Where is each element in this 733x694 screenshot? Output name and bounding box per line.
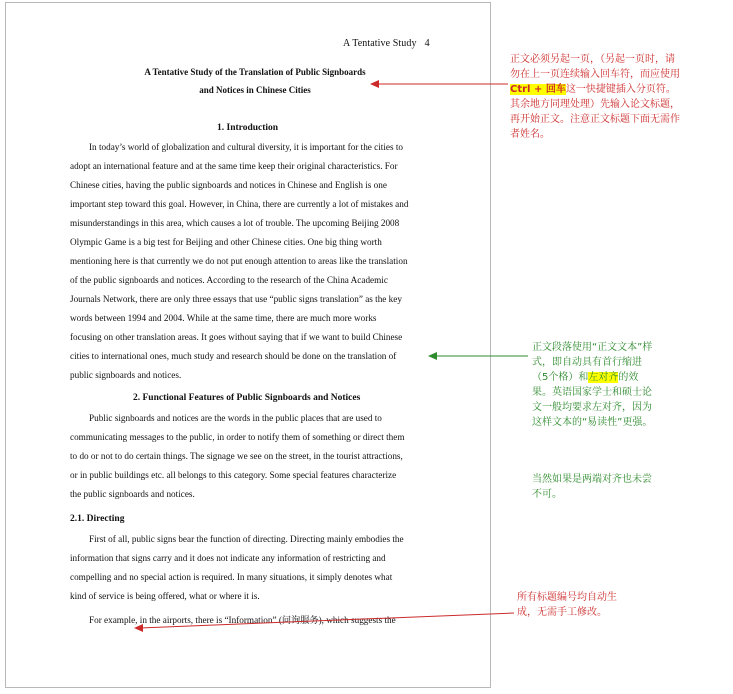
body-line: Journals Network, there are only three essays that use “public signs translation” as the key [70, 294, 402, 304]
body-line: cities to international ones, much study and research should be done on the translation of [70, 351, 397, 361]
body-line: Chinese cities, having the public signboards and notices in Chinese and English is one [70, 180, 387, 190]
paper-title-line-2: and Notices in Chinese Cities [199, 85, 311, 95]
arrow-to-title [370, 80, 508, 88]
body-line: mentioning here is that currently we do not put enough attention to areas like the translation [70, 256, 408, 266]
body-line: words between 1994 and 2004. While at the same time, there are much more works [70, 313, 377, 323]
body-line: Public signboards and notices are the words in the public places that are used to [89, 413, 382, 423]
arrow-to-paragraph [428, 352, 528, 360]
body-line: kind of service is being offered, what or where it is. [70, 591, 260, 601]
body-line: information that signs carry and it does not indicate any information of restricting and [70, 553, 386, 563]
body-line: Olympic Game is a big test for Beijing and other Chinese cities. One big thing worth [70, 237, 382, 247]
annotation-justify-note: 当然如果是两端对齐也未尝不可。 [532, 474, 652, 500]
body-line: the public signboards and notices. [70, 489, 195, 499]
body-line: adopt an international feature and at the same time keep their original characteristics. For [70, 161, 398, 171]
page-number: 4 [424, 38, 430, 49]
body-line: or in public buildings etc. all belongs to this category. Some special features characterize [70, 470, 397, 480]
annotation-text: 这一快捷键插入分页符。其余地方同理处理）先输入论文标题，再开始正文。注意正文标题下面无需作者姓名。 [510, 84, 680, 140]
body-line: First of all, public signs bear the function of directing. Directing mainly embodies the [89, 534, 404, 544]
body-line: For example, in the airports, there is “Information” (问询服务), which suggests the [89, 615, 396, 625]
shortcut-highlight: Ctrl + 回车 [510, 84, 566, 95]
body-line: focusing on other translation areas. It goes without saying that if we want to build Chinese [70, 332, 403, 342]
section-2-heading: 2. Functional Features of Public Signboards and Notices [133, 393, 361, 403]
body-line: to do or not to do certain things. The signage we see on the street, in the tourist attractions, [70, 451, 403, 461]
body-line: public signboards and notices. [70, 370, 182, 380]
annotation-text: 正文段落使用“正文文本”样式，即自动具有首行缩进（5个格）和 [532, 342, 653, 383]
section-1-heading: 1. Introduction [217, 123, 279, 133]
body-line: communicating messages to the public, in order to notify them of something or direct them [70, 432, 405, 442]
section-2-1-heading: 2.1. Directing [70, 514, 125, 524]
paper-title-line-1: A Tentative Study of the Translation of Public Signboards [144, 67, 366, 77]
running-head-title: A Tentative Study [343, 38, 417, 49]
body-line: misunderstandings in this area, which causes a lot of trouble. The upcoming Beijing 2008 [70, 218, 400, 228]
body-line: of the public signboards and notices. According to the research of the China Academic [70, 275, 388, 285]
arrow-to-heading-number [134, 613, 514, 632]
body-line: important step toward this goal. However, in China, there are currently a lot of mistakes and [70, 199, 409, 209]
left-align-highlight: 左对齐 [588, 372, 619, 383]
body-line: In today’s world of globalization and cultural diversity, it is important for the cities to [89, 142, 404, 152]
annotation-text: 的效果。英语国家学士和硕士论文一般均要求左对齐，因为这样文本的“易读性”更强。 [532, 372, 653, 428]
body-line: compelling and no special action is required. In many situations, it simply denotes what [70, 572, 393, 582]
annotation-heading-numbering-note: 所有标题编号均自动生成，无需手工修改。 [517, 592, 617, 618]
annotation-text: 正文必须另起一页，（另起一页时，请勿在上一页连续输入回车符，而应使用 [510, 54, 680, 80]
